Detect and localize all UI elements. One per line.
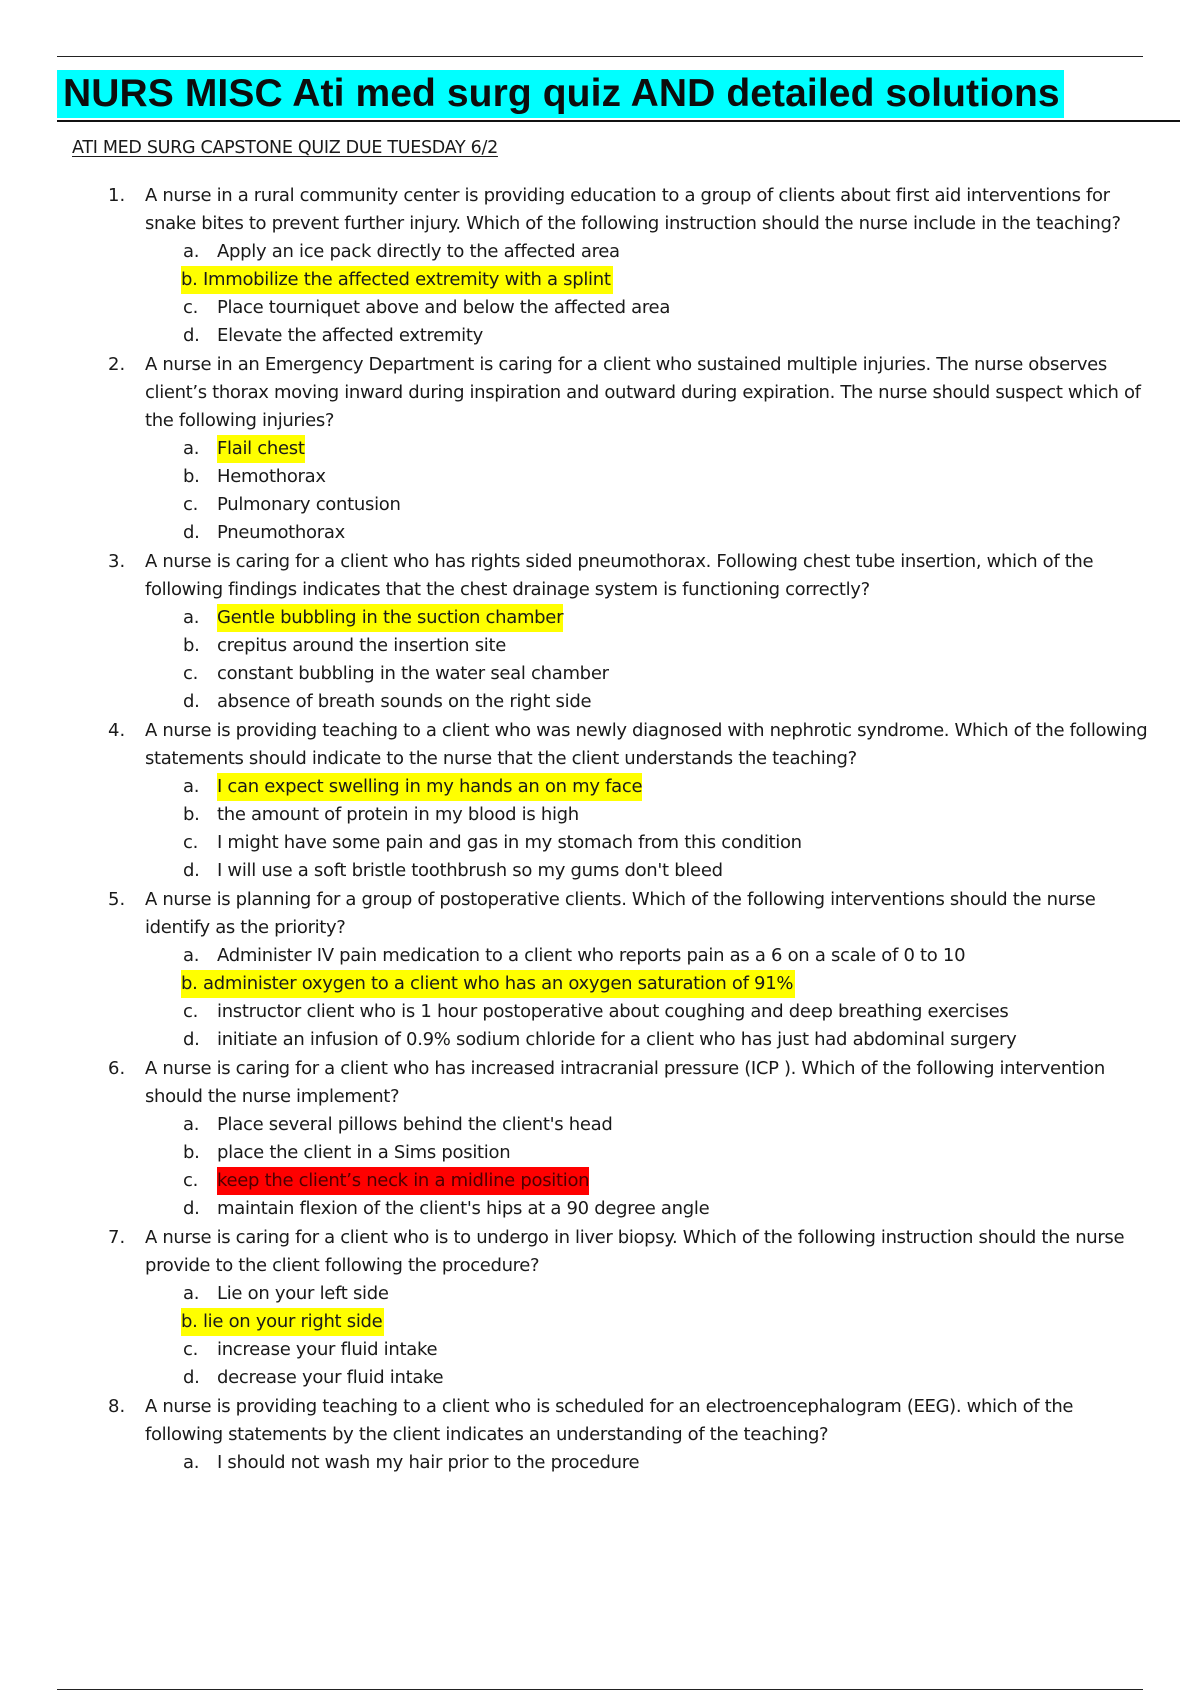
- option-text: absence of breath sounds on the right side: [217, 691, 592, 712]
- answer-options: [0, 238, 1200, 350]
- option-text: Administer IV pain medication to a client who reports pain as a 6 on a scale of 0 to 10: [217, 945, 966, 966]
- answer-option: [0, 435, 1200, 463]
- option-letter: a.: [183, 1114, 200, 1135]
- question-item: [0, 351, 1200, 547]
- option-letter: a.: [183, 1452, 200, 1473]
- highlighted-answer: [181, 970, 795, 998]
- answer-option: [0, 801, 1200, 829]
- option-text-inline: Immobilize the affected extremity with a splint: [202, 269, 611, 290]
- answer-option: [0, 857, 1200, 885]
- answer-option: [0, 1167, 1200, 1195]
- question-number: 4.: [108, 720, 126, 741]
- answer-option: [0, 1449, 1200, 1477]
- option-letter-inline: b.: [181, 269, 198, 290]
- option-letter: a.: [183, 607, 200, 628]
- option-letter: d.: [183, 1029, 200, 1050]
- option-text: I will use a soft bristle toothbrush so my gums don't bleed: [217, 860, 723, 881]
- answer-option: [0, 660, 1200, 688]
- highlighted-answer: Gentle bubbling in the suction chamber: [217, 604, 563, 632]
- option-text: increase your fluid intake: [217, 1339, 438, 1360]
- option-letter: c.: [183, 663, 199, 684]
- answer-option: [0, 1139, 1200, 1167]
- answer-option: [0, 1336, 1200, 1364]
- answer-options: [0, 1111, 1200, 1223]
- option-letter: d.: [183, 1367, 200, 1388]
- highlighted-answer: [181, 1308, 384, 1336]
- option-letter: a.: [183, 241, 200, 262]
- answer-option: [0, 1111, 1200, 1139]
- option-text: Lie on your left side: [217, 1283, 389, 1304]
- question-item: [0, 886, 1200, 1054]
- question-item: [0, 717, 1200, 885]
- answer-options: [0, 1280, 1200, 1392]
- option-text: the amount of protein in my blood is high: [217, 804, 579, 825]
- question-number: 7.: [108, 1227, 126, 1248]
- option-letter: b.: [183, 804, 200, 825]
- option-text: Pneumothorax: [217, 522, 345, 543]
- option-text: Place several pillows behind the client's head: [217, 1114, 613, 1135]
- option-letter: d.: [183, 325, 200, 346]
- answer-option: [0, 829, 1200, 857]
- question-number: 8.: [108, 1396, 126, 1417]
- answer-option: [0, 463, 1200, 491]
- question-text: A nurse is planning for a group of postoperative clients. Which of the following interventions should the nurse identify as the priority?: [145, 889, 1096, 938]
- question-item: [0, 182, 1200, 350]
- question-item: [0, 548, 1200, 716]
- answer-option: [0, 1308, 1200, 1336]
- option-letter: a.: [183, 438, 200, 459]
- header-rule: [57, 56, 1143, 57]
- answer-option: [0, 1364, 1200, 1392]
- option-text-inline: administer oxygen to a client who has an oxygen saturation of 91%: [202, 973, 794, 994]
- option-text: initiate an infusion of 0.9% sodium chloride for a client who has just had abdominal surgery: [217, 1029, 1017, 1050]
- option-text: constant bubbling in the water seal chamber: [217, 663, 609, 684]
- answer-option: [0, 998, 1200, 1026]
- option-letter: c.: [183, 494, 199, 515]
- option-letter: d.: [183, 691, 200, 712]
- question-number: 2.: [108, 354, 126, 375]
- answer-option: [0, 1280, 1200, 1308]
- answer-option: [0, 322, 1200, 350]
- option-letter-inline: b.: [181, 1311, 198, 1332]
- title-bar: [57, 70, 1180, 122]
- question-item: [0, 1055, 1200, 1223]
- option-letter: d.: [183, 522, 200, 543]
- option-text: Elevate the affected extremity: [217, 325, 483, 346]
- answer-options: [0, 604, 1200, 716]
- option-letter: a.: [183, 776, 200, 797]
- option-letter: d.: [183, 860, 200, 881]
- answer-option: [0, 688, 1200, 716]
- option-text: place the client in a Sims position: [217, 1142, 511, 1163]
- answer-option: [0, 970, 1200, 998]
- option-letter: c.: [183, 832, 199, 853]
- document-title: NURS MISC Ati med surg quiz AND detailed solutions: [57, 70, 1064, 118]
- option-letter: a.: [183, 1283, 200, 1304]
- highlighted-answer: Flail chest: [217, 435, 305, 463]
- footer-rule: [57, 1689, 1143, 1690]
- option-letter-inline: b.: [181, 973, 198, 994]
- option-text: Pulmonary contusion: [217, 494, 401, 515]
- option-letter: c.: [183, 297, 199, 318]
- answer-option: [0, 294, 1200, 322]
- option-text: I might have some pain and gas in my stomach from this condition: [217, 832, 802, 853]
- highlighted-answer: I can expect swelling in my hands an on my face: [217, 773, 642, 801]
- answer-option: [0, 1195, 1200, 1223]
- question-text: A nurse is caring for a client who has increased intracranial pressure (ICP ). Which of the following intervention should the nurse implement?: [145, 1058, 1105, 1107]
- option-letter: a.: [183, 945, 200, 966]
- answer-option: [0, 1026, 1200, 1054]
- option-text: Hemothorax: [217, 466, 326, 487]
- answer-option: [0, 773, 1200, 801]
- option-text: instructor client who is 1 hour postoperative about coughing and deep breathing exercises: [217, 1001, 1009, 1022]
- option-letter: d.: [183, 1198, 200, 1219]
- question-text: A nurse is providing teaching to a client who was newly diagnosed with nephrotic syndrome. Which of the following statements should indicate to the nurse that the client understands the teaching?: [145, 720, 1148, 769]
- option-letter: b.: [183, 635, 200, 656]
- answer-option: [0, 604, 1200, 632]
- question-text: A nurse is caring for a client who is to undergo in liver biopsy. Which of the following instruction should the nurse provide to the client following the procedure?: [145, 1227, 1125, 1276]
- option-text: Apply an ice pack directly to the affected area: [217, 241, 620, 262]
- option-text: maintain flexion of the client's hips at a 90 degree angle: [217, 1198, 710, 1219]
- answer-option: [0, 238, 1200, 266]
- answer-options: [0, 942, 1200, 1054]
- option-letter: c.: [183, 1339, 199, 1360]
- answer-option: [0, 632, 1200, 660]
- answer-option: [0, 942, 1200, 970]
- question-text: A nurse is caring for a client who has rights sided pneumothorax. Following chest tube insertion, which of the following findings indicates that the chest drainage system is functioning correctly?: [145, 551, 1094, 600]
- answer-options: [0, 1449, 1200, 1477]
- option-letter: c.: [183, 1170, 199, 1191]
- question-item: [0, 1393, 1200, 1477]
- option-text: I should not wash my hair prior to the procedure: [217, 1452, 640, 1473]
- highlighted-answer: keep the client’s neck in a midline position: [217, 1167, 589, 1195]
- question-number: 5.: [108, 889, 126, 910]
- option-letter: c.: [183, 1001, 199, 1022]
- option-letter: b.: [183, 1142, 200, 1163]
- question-text: A nurse is providing teaching to a client who is scheduled for an electroencephalogram (EEG). which of the following statements by the client indicates an understanding of the teaching?: [145, 1396, 1074, 1445]
- option-text: decrease your fluid intake: [217, 1367, 444, 1388]
- question-item: [0, 1224, 1200, 1392]
- question-text: A nurse in an Emergency Department is caring for a client who sustained multiple injuries. The nurse observes client’s thorax moving inward during inspiration and outward during expiration. The nurse should suspect which of the following injuries?: [145, 354, 1141, 431]
- answer-options: [0, 435, 1200, 547]
- answer-option: [0, 519, 1200, 547]
- question-number: 1.: [108, 185, 126, 206]
- quiz-subtitle: ATI MED SURG CAPSTONE QUIZ DUE TUESDAY 6/2: [72, 138, 498, 158]
- answer-option: [0, 491, 1200, 519]
- question-text: A nurse in a rural community center is providing education to a group of clients about first aid interventions for snake bites to prevent further injury. Which of the following instruction should the nurse include in the teaching?: [145, 185, 1121, 234]
- option-letter: b.: [183, 466, 200, 487]
- option-text-inline: lie on your right side: [202, 1311, 383, 1332]
- option-text: Place tourniquet above and below the affected area: [217, 297, 671, 318]
- option-text: crepitus around the insertion site: [217, 635, 507, 656]
- question-number: 6.: [108, 1058, 126, 1079]
- answer-option: [0, 266, 1200, 294]
- highlighted-answer: [181, 266, 613, 294]
- question-list: [0, 182, 1200, 1478]
- question-number: 3.: [108, 551, 126, 572]
- answer-options: [0, 773, 1200, 885]
